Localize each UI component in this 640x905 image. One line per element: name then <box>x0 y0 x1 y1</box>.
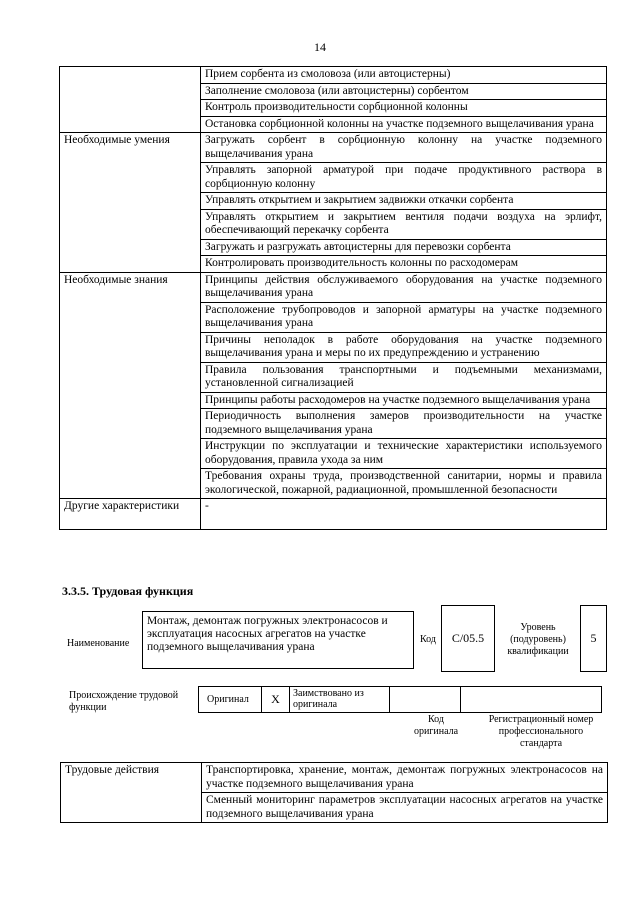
code-original-box <box>389 686 461 713</box>
table-cell: Расположение трубопроводов и запорной арматуры на участке подземного выщелачивания урана <box>201 302 607 332</box>
table-cell: Загружать и разгружать автоцистерны для перевозки сорбента <box>201 239 607 256</box>
name-label: Наименование <box>67 638 130 649</box>
table-cell: Управлять запорной арматурой при подаче продуктивного раствора в сорбционную колонну <box>201 163 607 193</box>
table-cell: Правила пользования транспортными и подъемными механизмами, установленной сигнализацией <box>201 362 607 392</box>
table-cell: Загружать сорбент в сорбционную колонну на участке подземного выщелачивания урана <box>201 133 607 163</box>
other-label: Другие характеристики <box>60 499 201 530</box>
code-value: C/05.5 <box>441 605 495 672</box>
table-cell: Принципы действия обслуживаемого оборудования на участке подземного выщелачивания урана <box>201 272 607 302</box>
table-cell: Периодичность выполнения замеров производительности на участке подземного выщелачивания урана <box>201 409 607 439</box>
skills-label: Необходимые умения <box>60 133 201 273</box>
actions-label: Трудовые действия <box>61 763 202 823</box>
section-title: 3.3.5. Трудовая функция <box>62 584 194 598</box>
function-name: Монтаж, демонтаж погружных электронасосов и эксплуатация насосных агрегатов на участке подземного выщелачивания урана <box>142 611 414 669</box>
table-cell: Сменный мониторинг параметров эксплуатации насосных агрегатов на участке подземного выщелачивания урана <box>202 793 608 823</box>
table-cell: - <box>201 499 607 530</box>
code-original-caption: Код оригинала <box>413 714 459 737</box>
empty-label-cell <box>60 67 201 133</box>
table-cell: Принципы работы расходомеров на участке подземного выщелачивания урана <box>201 392 607 409</box>
table-cell: Заполнение смоловоза (или автоцистерны) сорбентом <box>201 83 607 100</box>
table-cell: Управлять открытием и закрытием вентиля подачи воздуха на эрлифт, обеспечивающий перекачку сорбента <box>201 209 607 239</box>
table-cell: Управлять открытием и закрытием задвижки откачки сорбента <box>201 193 607 210</box>
table-cell: Причины неполадок в работе оборудования на участке подземного выщелачивания урана и меры по их предупреждению и устранению <box>201 332 607 362</box>
page-number: 14 <box>314 40 326 54</box>
table-cell: Инструкции по эксплуатации и технические характеристики используемого оборудования, правила ухода за ним <box>201 439 607 469</box>
table-cell: Прием сорбента из смоловоза (или автоцистерны) <box>201 67 607 84</box>
level-label: Уровень (подуровень) квалификации <box>507 622 569 657</box>
original-label: Оригинал <box>198 686 262 713</box>
borrowed-label: Заимствовано из оригинала <box>289 686 390 713</box>
original-mark: X <box>261 686 290 713</box>
actions-table <box>60 762 608 823</box>
table-cell: Требования охраны труда, производственной санитарии, нормы и правила экологической, пожарной, радиационной, промышленной безопасности <box>201 469 607 499</box>
requirements-table <box>59 66 607 530</box>
origin-label: Происхождение трудовой функции <box>69 690 179 713</box>
code-label: Код <box>420 634 436 645</box>
table-cell: Остановка сорбционной колонны на участке подземного выщелачивания урана <box>201 116 607 133</box>
table-cell: Контролировать производительность колонны по расходомерам <box>201 256 607 273</box>
origin-row <box>198 686 602 713</box>
knowledge-label: Необходимые знания <box>60 272 201 499</box>
reg-number-caption: Регистрационный номер профессионального стандарта <box>488 714 594 749</box>
table-cell: Транспортировка, хранение, монтаж, демонтаж погружных электронасосов на участке подземного выщелачивания урана <box>202 763 608 793</box>
table-cell: Контроль производительности сорбционной колонны <box>201 100 607 117</box>
level-value: 5 <box>580 605 607 672</box>
reg-number-box <box>460 686 602 713</box>
